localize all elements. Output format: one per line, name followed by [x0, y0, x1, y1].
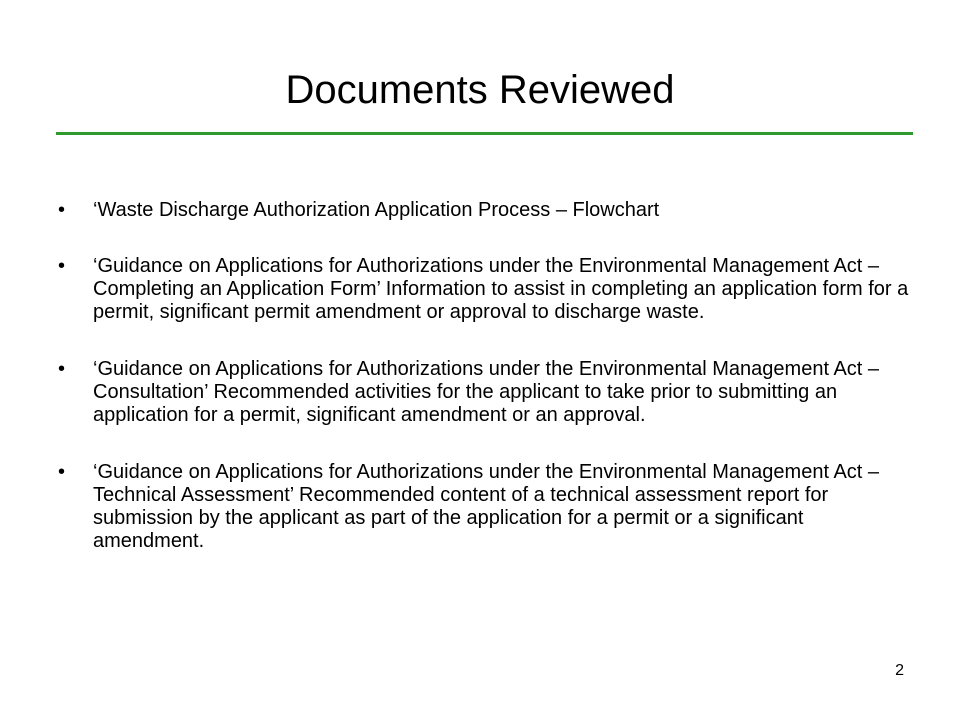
bullet-text: ‘Guidance on Applications for Authorizations under the Environmental Management Act – Technical Assessment’ Recommended content of a technical assessment report for submission by the applicant as part of the application for a permit or a significant amendment. [93, 461, 880, 552]
bullet-item [58, 255, 918, 324]
title-underline-rule [56, 132, 913, 135]
bullet-list [58, 199, 918, 587]
bullet-icon: • [58, 461, 66, 483]
bullet-icon: • [58, 358, 66, 380]
slide-title: Documents Reviewed [285, 68, 675, 112]
bullet-text: ‘Guidance on Applications for Authorizations under the Environmental Management Act – Consultation’ Recommended activities for the applicant to take prior to submitting an application for a permit, significant amendment or an approval. [93, 358, 880, 426]
page-number: 2 [895, 662, 904, 679]
bullet-icon: • [58, 199, 66, 221]
bullet-item [58, 199, 918, 222]
bullet-text: ‘Waste Discharge Authorization Application Process – Flowchart [93, 199, 660, 221]
bullet-item [58, 358, 918, 427]
bullet-item [58, 461, 918, 553]
bullet-text: ‘Guidance on Applications for Authorizations under the Environmental Management Act – Completing an Application Form’ Information to assist in completing an application form for a permit, significant permit amendment or approval to discharge waste. [93, 255, 909, 323]
bullet-icon: • [58, 255, 66, 277]
